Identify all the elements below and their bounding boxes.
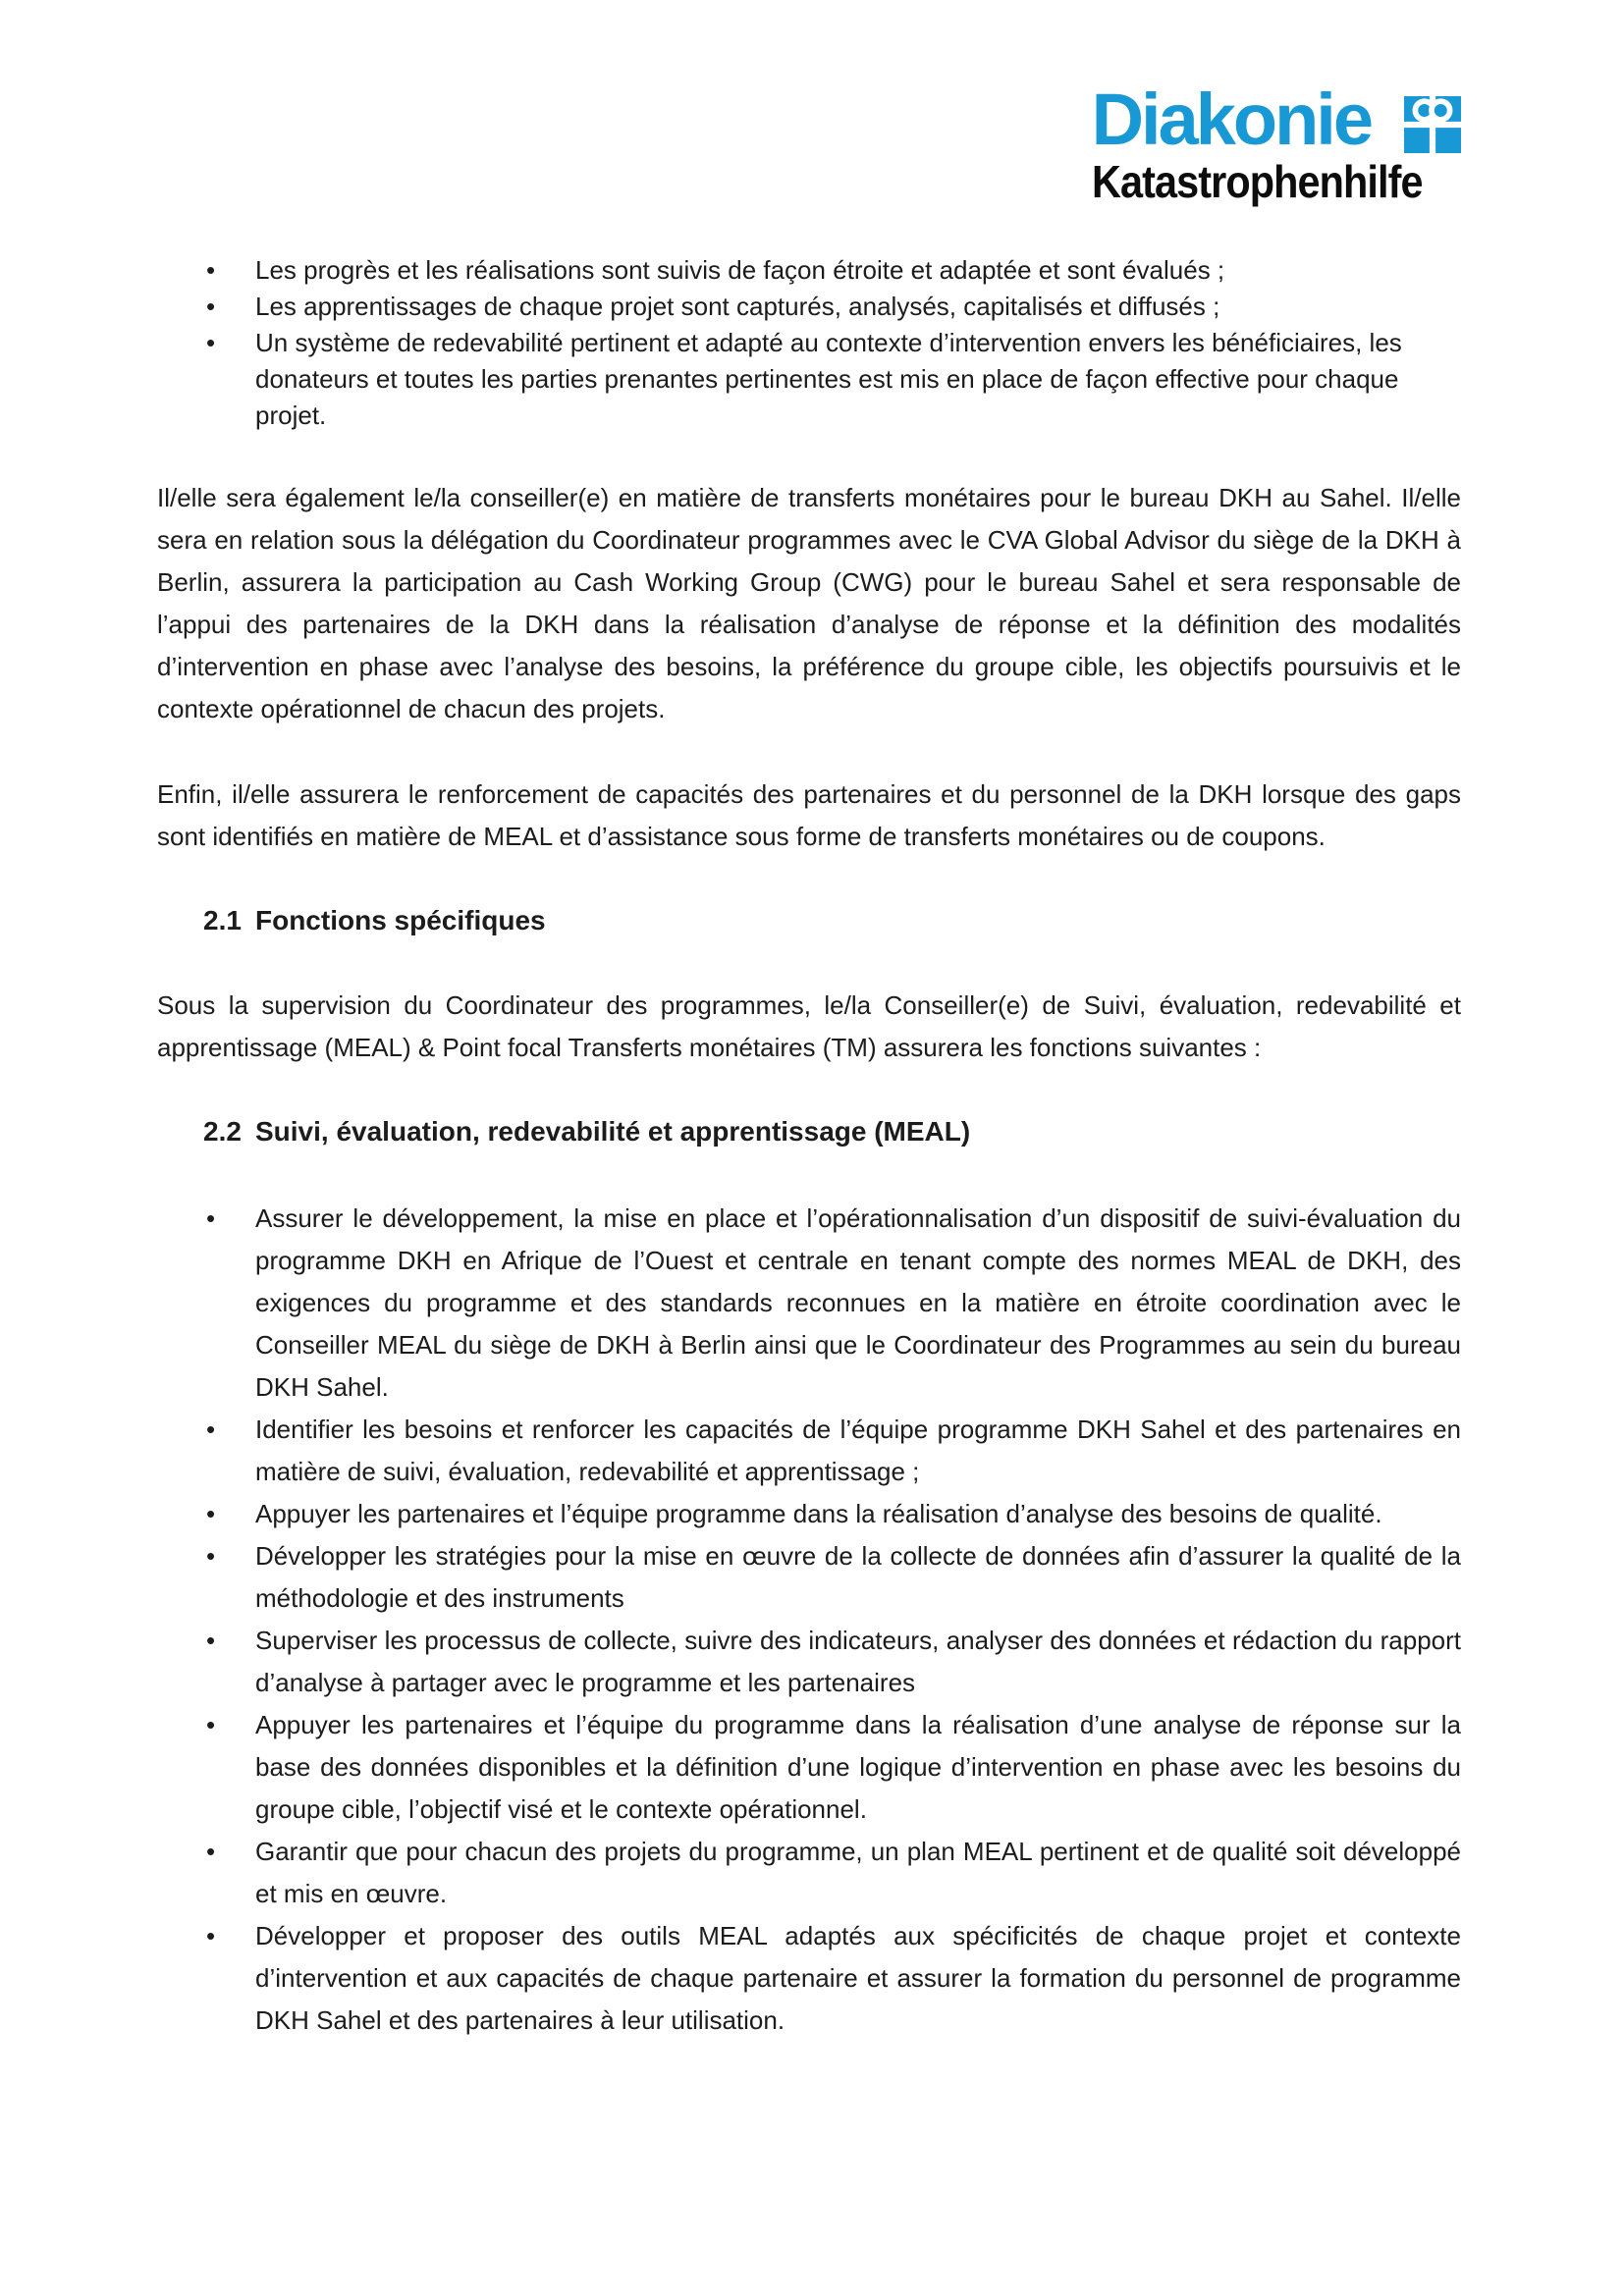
section-heading-2-2 — [157, 1110, 1461, 1152]
sub-brand-wordmark: Katastrophenhilfe — [1091, 156, 1423, 207]
section-title: Suivi, évaluation, redevabilité et apprentissage (MEAL) — [255, 1116, 971, 1147]
list-item: • Assurer le développement, la mise en place et l’opérationnalisation d’un dispositif de suivi-évaluation du programme DKH en Afrique de l’Ouest et centrale en tenant compte des normes MEAL de DKH, des exigences du programme et des standards reconnues en la matière en étroite coordination avec le Conseiller MEAL du siège de DKH à Berlin ainsi que le Coordinateur des Programmes au sein du bureau DKH Sahel. — [157, 1198, 1461, 1409]
list-item: • Identifier les besoins et renforcer les capacités de l’équipe programme DKH Sahel et des partenaires en matière de suivi, évaluation, redevabilité et apprentissage ; — [157, 1409, 1461, 1493]
header — [157, 79, 1461, 207]
paragraph-cash-advisor: Il/elle sera également le/la conseiller(e) en matière de transferts monétaires pour le bureau DKH au Sahel. Il/elle sera en relation sous la délégation du Coordinateur programmes avec le CVA Global Advisor du siège de la DKH à Berlin, assurera la participation au Cash Working Group (CWG) pour le bureau Sahel et sera responsable de l’appui des partenaires de la DKH dans la réalisation d’analyse de réponse et la définition des modalités d’intervention en phase avec l’analyse des besoins, la préférence du groupe cible, les objectifs poursuivis et le contexte opérationnel de chacun des projets. — [157, 483, 1461, 723]
list-item: • Les apprentissages de chaque projet sont capturés, analysés, capitalisés et diffusés ; — [157, 289, 1461, 325]
list-item: • Développer les stratégies pour la mise en œuvre de la collecte de données afin d’assurer la qualité de la méthodologie et des instruments — [157, 1535, 1461, 1620]
meal-bullet-list — [157, 1198, 1461, 2042]
section-title: Fonctions spécifiques — [255, 905, 546, 935]
list-item: • Appuyer les partenaires et l’équipe du programme dans la réalisation d’une analyse de réponse sur la base des données disponibles et la définition d’une logique d’intervention en phase avec les besoins du groupe cible, l’objectif visé et le contexte opérationnel. — [157, 1704, 1461, 1831]
crown-cross-icon — [1404, 96, 1461, 153]
list-item: • Un système de redevabilité pertinent et adapté au contexte d’intervention envers les bénéficiaires, les donateurs et toutes les parties prenantes pertinentes est mis en place de façon effective pour chaque projet. — [157, 325, 1461, 434]
list-item: • Garantir que pour chacun des projets du programme, un plan MEAL pertinent et de qualité soit développé et mis en œuvre. — [157, 1831, 1461, 1915]
list-item: • Les progrès et les réalisations sont suivis de façon étroite et adaptée et sont évalués ; — [157, 252, 1461, 289]
diakonie-logo — [1091, 79, 1461, 207]
list-item: • Appuyer les partenaires et l’équipe programme dans la réalisation d’analyse des besoins de qualité. — [157, 1493, 1461, 1535]
intro-bullet-list — [157, 252, 1461, 434]
brand-wordmark: Diakonie — [1091, 79, 1371, 160]
paragraph-supervision: Sous la supervision du Coordinateur des programmes, le/la Conseiller(e) de Suivi, évaluation, redevabilité et apprentissage (MEAL) & Point focal Transferts monétaires (TM) assurera les fonctions suivantes : — [157, 990, 1461, 1062]
section-number: 2.2 — [203, 1116, 242, 1147]
list-item: • Superviser les processus de collecte, suivre des indicateurs, analyser des données et rédaction du rapport d’analyse à partager avec le programme et les partenaires — [157, 1620, 1461, 1704]
paragraph-capacity-building: Enfin, il/elle assurera le renforcement de capacités des partenaires et du personnel de la DKH lorsque des gaps sont identifiés en matière de MEAL et d’assistance sous forme de transferts monétaires ou de coupons. — [157, 779, 1461, 851]
section-number: 2.1 — [203, 905, 242, 935]
list-item: • Développer et proposer des outils MEAL adaptés aux spécificités de chaque projet et contexte d’intervention et aux capacités de chaque partenaire et assurer la formation du personnel de programme DKH Sahel et des partenaires à leur utilisation. — [157, 1915, 1461, 2042]
logo-row — [1091, 79, 1461, 160]
section-heading-2-1 — [157, 899, 1461, 941]
